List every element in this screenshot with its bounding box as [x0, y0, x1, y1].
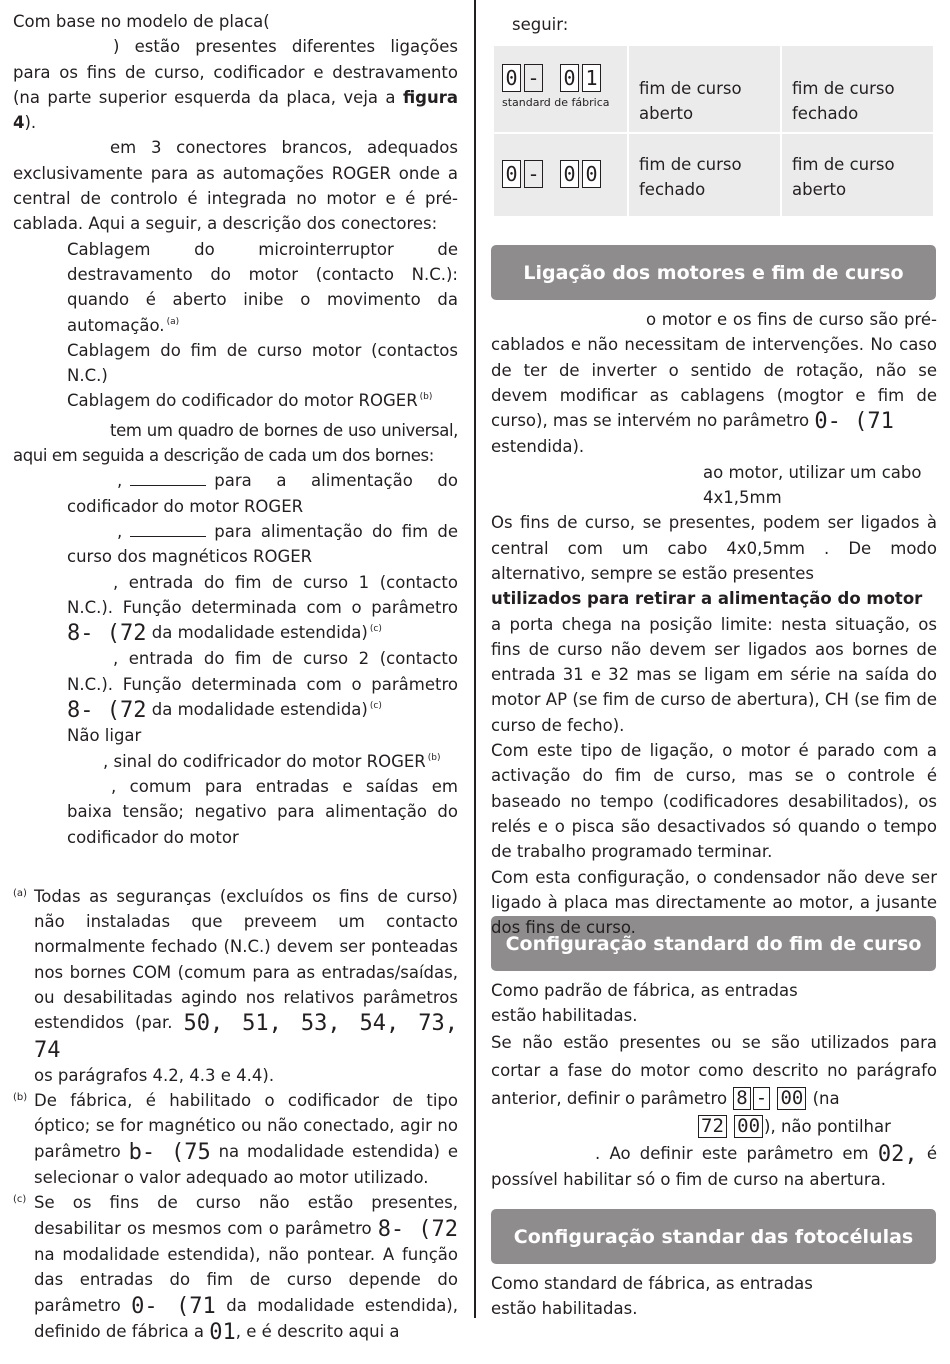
- photocells-text-2: estão habilitadas.: [491, 1299, 638, 1319]
- digit: 0: [560, 160, 579, 188]
- connection-type-paragraph: Com este tipo de ligação, o motor é parado com a activação do fim de curso, mas se o controle é baseado no tempo (codificadores desabilitados), os relés e o pisca são desactivados só quando o tempo de trabalho programado terminar.: [491, 741, 937, 862]
- table-cell: fim de curso aberto: [628, 45, 781, 133]
- footnote-a-end: os parágrafos 4.2, 4.3 e 4.4).: [34, 1065, 275, 1085]
- motors-text-end: estendida).: [491, 437, 585, 457]
- motors-section: [491, 307, 937, 940]
- digit-dash: -: [524, 64, 543, 92]
- connector-limit: Cablagem do fim de curso motor (contactos N.C.): [67, 340, 458, 386]
- param-display: 8- (72: [67, 621, 147, 647]
- terminal-2: [67, 519, 458, 570]
- limit-disable-paragraph: [491, 1029, 937, 1141]
- left-column: [13, 9, 458, 1345]
- intro-paragraph: [13, 9, 458, 135]
- limit-disable-text: Se não estão presentes ou se são utilizados para cortar a fase do motor como descrito no parágrafo anterior, definir o parâmetro: [491, 1032, 937, 1108]
- footnote-c-text-3: da modalidade estendida), definido de fábrica a: [34, 1295, 458, 1341]
- table-row: [493, 45, 934, 133]
- limit-cable-paragraph: Os fins de curso, se presentes, podem ser ligados à central com um cabo 4x0,5mm . De modo alternativo, sempre se estão presentes: [491, 513, 937, 583]
- terminal-list: [13, 468, 458, 849]
- footnote-b: [13, 1088, 458, 1190]
- param-display: 01: [209, 1319, 236, 1345]
- footnote-a-text: Todas as seguranças (excluídos os fins de curso) não instaladas que preveem um contacto normalmente fechado (N.C.) devem ser ponteadas nos bornes COM (comum para as entradas/saídas, ou desabilitadas agindo nos relativos parâmetros estendidos (par.: [34, 886, 458, 1033]
- capacitor-paragraph: Com esta configuração, o condensador não deve ser ligado à placa mas directamente ao motor, a jusante dos fins de curso.: [491, 867, 937, 938]
- footnote-mark-a: (a): [13, 887, 27, 899]
- table-cell: fim de curso aberto: [781, 133, 934, 217]
- terminal-1-text: para a alimentação do codificador do motor ROGER: [67, 471, 458, 516]
- connectors-paragraph: em 3 conectores brancos, adequados exclusivamente para as automações ROGER onde a central de controlo é integrada no motor e é pré-cablada. Aqui a seguir, a descrição dos conectores:: [13, 138, 458, 234]
- terminal-4-end: da modalidade estendida): [151, 700, 368, 720]
- blank-line: [130, 522, 206, 537]
- footnote-b-end: na modalidade estendida) e selecionar o valor adequado ao motor utilizado.: [34, 1141, 458, 1188]
- motors-cable-paragraph: ao motor, utilizar um cabo 4x1,5mm: [703, 462, 922, 508]
- footnote-ref-b: (b): [427, 752, 441, 763]
- limit-disable-end: ), não pontilhar: [764, 1116, 891, 1136]
- table-lead: seguir:: [512, 15, 569, 34]
- param-display: 8- (72: [67, 698, 147, 724]
- terminal-5: Não ligar: [67, 726, 142, 746]
- terminal-1: [67, 468, 458, 519]
- motors-paragraph-1: [491, 307, 937, 460]
- photocells-paragraph: [491, 1271, 937, 1322]
- limit-standard-intro: [491, 978, 937, 1029]
- digit: 0: [560, 64, 579, 92]
- param-display: 8- (72: [377, 1216, 458, 1242]
- terminal-3-end: da modalidade estendida): [151, 623, 368, 643]
- terminal-4: [67, 646, 458, 723]
- terminal-3: [67, 570, 458, 647]
- digit: 0: [502, 64, 521, 92]
- footnote-c-text-4: , e é descrito aqui a: [235, 1321, 400, 1341]
- terminal-2-sep: ,: [117, 521, 123, 541]
- intro-end: ).: [24, 113, 37, 133]
- terminal-6: [67, 749, 458, 774]
- seven-seg-display: [502, 160, 619, 188]
- limit-position-paragraph: a porta chega na posição limite: nesta situação, os fins de curso não devem ser ligados aos bornes de entrada 31 e 32 mas se ligam em série na saída do motor AP (se fim de curso de abertura), CH (se fim de curso de fecho).: [491, 614, 937, 735]
- terminal-4-text: , entrada do fim de curso 2 (contacto N.C.). Função determinada com o parâmetro: [67, 649, 458, 694]
- terminal-intro: tem um quadro de bornes de uso universal, aqui em seguida a descrição de cada um dos bornes:: [13, 420, 458, 466]
- blank-line: [130, 471, 206, 486]
- table-row: [493, 133, 934, 217]
- param-display: b- (75: [128, 1139, 211, 1165]
- digit: 0: [502, 160, 521, 188]
- display-caption: standard de fábrica: [502, 96, 610, 109]
- param-display: 00: [777, 1087, 806, 1110]
- photocells-text: Como standard de fábrica, as entradas: [491, 1274, 813, 1293]
- footnote-ref-c: (c): [369, 701, 382, 712]
- motor-power-note-text: utilizados para retirar a alimentação do motor: [491, 589, 923, 609]
- param-display: 50, 51, 53, 54, 73, 74: [34, 1011, 458, 1063]
- limit-opening-text: . Ao definir este parâmetro em: [595, 1143, 869, 1163]
- connector-encoder: [67, 388, 458, 413]
- section-header-limit-standard: Configuração standard do fim de curso: [491, 916, 936, 971]
- figure-ref: figura 4: [13, 87, 458, 133]
- limit-opening-end: é possível habilitar só o fim de curso na abertura.: [491, 1143, 937, 1189]
- terminal-7-text: , comum para entradas e saídas em baixa tensão; negativo para alimentação do codificador do motor: [67, 776, 458, 847]
- table-cell: fim de curso fechado: [628, 133, 781, 217]
- param-display: 8: [733, 1087, 750, 1110]
- connector-list: [13, 237, 458, 414]
- column-divider: [474, 0, 476, 1318]
- terminal-6-text: , sinal do codifricador do motor ROGER: [103, 751, 426, 771]
- terminal-2-text: para alimentação do fim de curso dos magnéticos ROGER: [67, 521, 458, 567]
- section-header-motors: Ligação dos motores e fim de curso: [491, 245, 936, 300]
- motors-text: o motor e os fins de curso são pré-cablados e não necessitam de intervenções. No caso de ter de inverter o sentido de rotação, não se devem modificar as cablagens (mogtor e fim de curso), mas se intervém no parâmetro: [491, 310, 937, 431]
- connector-release-text: Cablagem do microinterruptor de destravamento do motor (contacto N.C.): quando é aberto inibe o movimento da automação.: [67, 239, 458, 335]
- footnote-c-text: Se os fins de curso não estão presentes, desabilitar os mesmos com o parâmetro: [34, 1193, 458, 1238]
- terminal-7: [67, 774, 458, 850]
- limit-standard-section: [491, 978, 937, 1192]
- seven-seg-display: [502, 64, 619, 92]
- param-display: -: [753, 1087, 770, 1110]
- footnotes: [13, 884, 458, 1345]
- footnote-b-text: De fábrica, é habilitado o codificador de tipo óptico; se for magnético ou não conectado, agir no parâmetro: [34, 1091, 458, 1161]
- intro-text-2: ) estão presentes diferentes ligações para os fins de curso, codificador e destravamento (na parte superior esquerda da placa, veja a: [13, 37, 458, 107]
- digit-dash: -: [524, 160, 543, 188]
- connector-encoder-text: Cablagem do codificador do motor ROGER: [67, 391, 418, 411]
- footnote-a: [13, 884, 458, 1088]
- digit: 0: [582, 160, 601, 188]
- footnote-ref-a: (a): [166, 316, 180, 327]
- photocells-section: [491, 1271, 937, 1322]
- footnote-ref-c: (c): [369, 624, 382, 635]
- limit-opening-paragraph: [491, 1141, 937, 1193]
- footnote-c-text-2: na modalidade estendida), não pontear. A função das entradas do fim de curso depende do parâmetro: [34, 1244, 458, 1315]
- table-cell: fim de curso fechado: [781, 45, 934, 133]
- footnote-mark-c: (c): [13, 1194, 27, 1206]
- motor-power-note: [491, 586, 937, 611]
- limit-switch-table: [492, 44, 935, 218]
- footnote-c: [13, 1190, 458, 1345]
- digit: 1: [582, 64, 601, 92]
- limit-disable-na: (na: [812, 1088, 840, 1108]
- intro-text: Com base no modelo de placa(: [13, 12, 270, 31]
- limit-standard-text-2: estão habilitadas.: [491, 1006, 638, 1026]
- display-cell: [493, 133, 628, 217]
- display-cell: [493, 45, 628, 133]
- param-display: 72: [698, 1115, 727, 1138]
- limit-standard-text: Como padrão de fábrica, as entradas: [491, 981, 798, 1000]
- footnote-ref-b: (b): [419, 392, 433, 403]
- section-header-photocells: Configuração standar das fotocélulas: [491, 1209, 936, 1264]
- param-display: 0- (71: [814, 409, 894, 435]
- terminal-1-sep: ,: [117, 471, 123, 491]
- footnote-mark-b: (b): [13, 1092, 28, 1104]
- param-display: 0- (71: [131, 1293, 216, 1319]
- terminal-3-text: , entrada do fim de curso 1 (contacto N.C.). Função determinada com o parâmetro: [67, 572, 458, 617]
- connector-release: [67, 237, 458, 338]
- param-display: 02,: [877, 1141, 918, 1167]
- param-display: 00: [734, 1115, 763, 1138]
